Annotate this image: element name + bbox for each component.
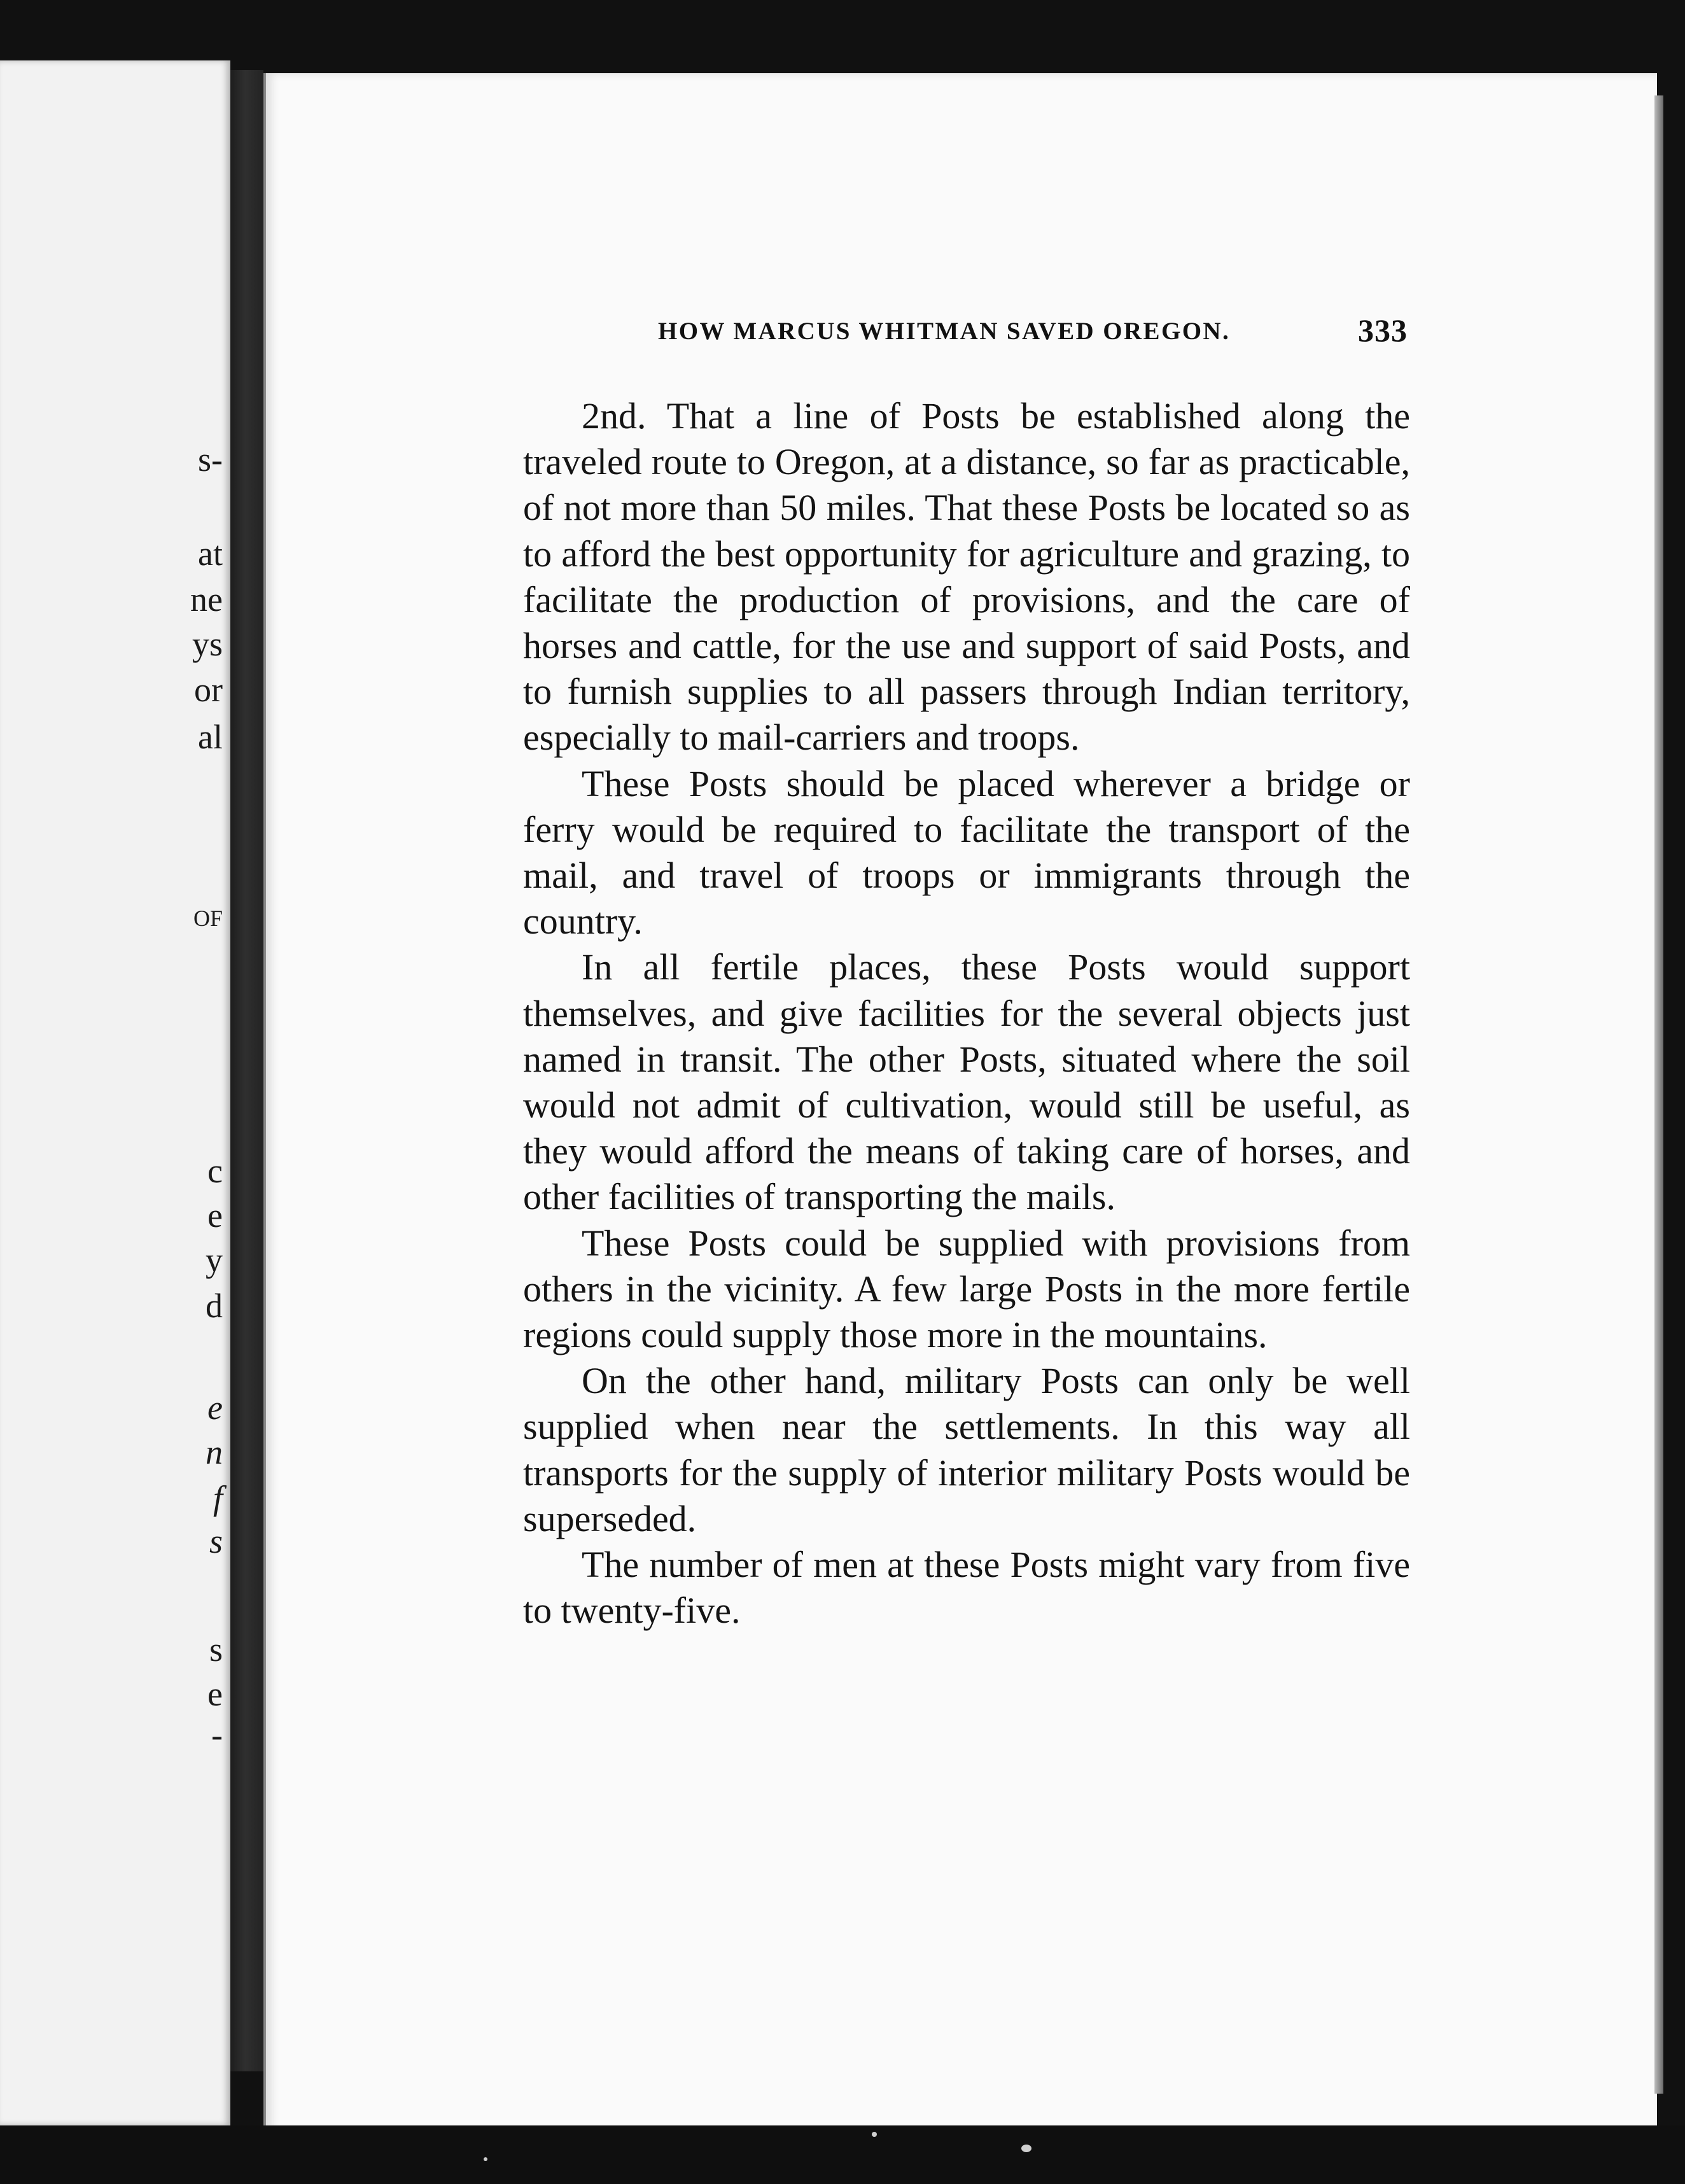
running-head-title: HOW MARCUS WHITMAN SAVED OREGON. bbox=[658, 318, 1231, 345]
left-fragment: f bbox=[213, 1479, 223, 1517]
left-fragment: s bbox=[209, 1522, 223, 1560]
left-fragment: n bbox=[206, 1433, 223, 1471]
left-fragment: ne bbox=[190, 580, 223, 619]
left-fragment: e bbox=[207, 1389, 223, 1427]
paragraph: These Posts should be placed wherever a bridge or ferry would be required to facilitate the transport of the mail, and travel of troops or immigrants through the country. bbox=[523, 762, 1410, 942]
page-number: 333 bbox=[1358, 312, 1408, 348]
left-page-edge bbox=[0, 60, 230, 2125]
paragraph: The number of men at these Posts might vary from five to twenty-five. bbox=[523, 1544, 1410, 1632]
left-fragment: d bbox=[206, 1287, 223, 1325]
left-fragment: c bbox=[207, 1152, 223, 1190]
left-fragment: or bbox=[194, 671, 223, 709]
left-fragment: al bbox=[198, 718, 223, 756]
left-fragment: s- bbox=[198, 440, 223, 479]
dust-speck bbox=[872, 2132, 877, 2137]
left-fragment: e bbox=[207, 1196, 223, 1235]
left-fragment: ys bbox=[192, 625, 223, 663]
book-gutter bbox=[230, 70, 263, 2071]
scan-bottom-border bbox=[0, 2125, 1685, 2184]
paragraph: On the other hand, military Posts can only be well supplied when near the settlements. In this way all transports for the supply of interior military Posts would be superseded. bbox=[523, 1360, 1410, 1539]
paragraph: 2nd. That a line of Posts be established along the traveled route to Oregon, at a distance, so far as practicable, of not more than 50 miles. That these Posts be located so as to afford the best opportunity for agriculture and grazing, to facilitate the production of provisions, and the care of horses and cattle, for the use and support of said Posts, and to furnish supplies to all passers through Indian territory, especially to mail-carriers and troops. bbox=[523, 395, 1410, 759]
dust-speck bbox=[484, 2157, 487, 2161]
paragraph: In all fertile places, these Posts would support themselves, and give facilities for the several objects just named in transit. The other Posts, situated where the soil would not admit of cultivation, would still be useful, as they would afford the means of taking care of horses, and other facilities of transporting the mails. bbox=[523, 946, 1410, 1218]
left-fragment: y bbox=[206, 1241, 223, 1279]
body-text bbox=[523, 393, 1410, 1634]
left-page-fragments bbox=[0, 60, 230, 2125]
left-fragment: e bbox=[207, 1675, 223, 1713]
paragraph: These Posts could be supplied with provisions from others in the vicinity. A few large Posts in the more fertile regions could supply those more in the mountains. bbox=[523, 1222, 1410, 1356]
left-fragment: - bbox=[211, 1716, 223, 1754]
left-fragment: OF bbox=[193, 906, 223, 931]
dust-speck bbox=[1021, 2145, 1031, 2152]
left-fragment: s bbox=[209, 1630, 223, 1669]
page-edge-shadow bbox=[1654, 95, 1663, 2094]
left-fragment: at bbox=[198, 535, 223, 573]
